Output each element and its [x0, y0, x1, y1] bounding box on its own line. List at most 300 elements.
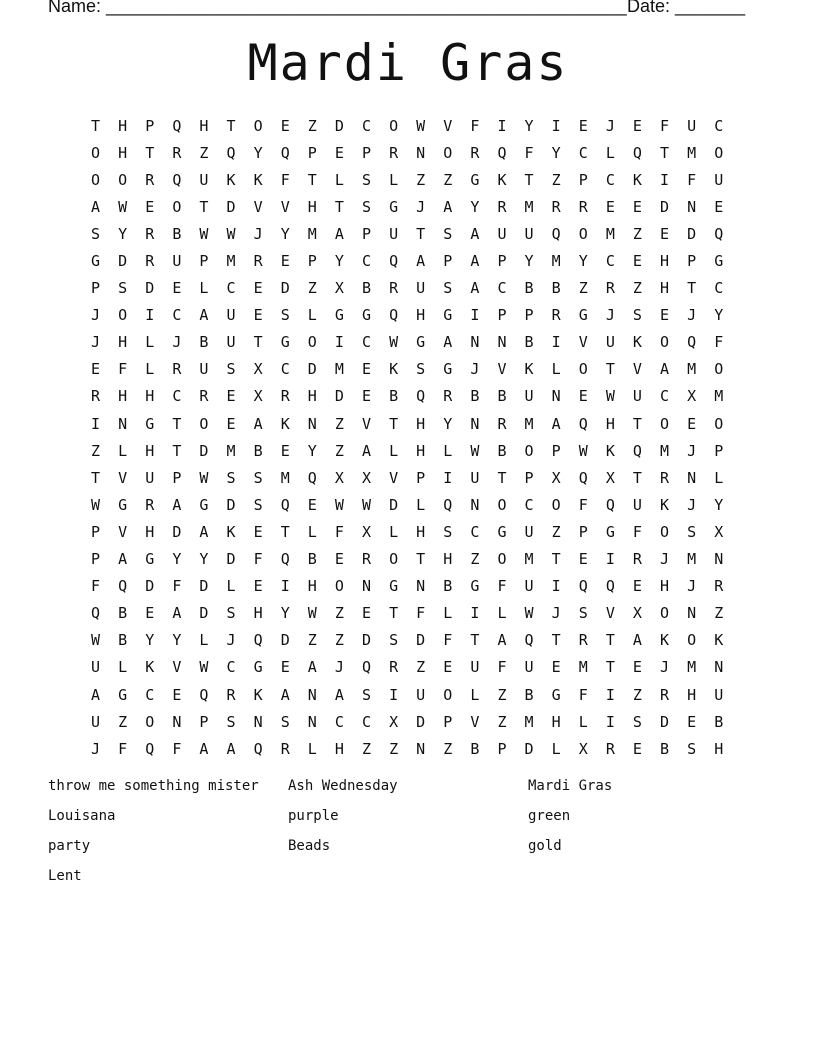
- grid-letter: O: [443, 685, 453, 704]
- grid-letter: Y: [443, 414, 453, 433]
- grid-letter: T: [389, 604, 399, 623]
- grid-letter: C: [714, 279, 724, 298]
- grid-letter: P: [551, 441, 561, 460]
- grid-letter: I: [389, 685, 399, 704]
- grid-letter: P: [307, 252, 317, 271]
- grid-letter: T: [334, 197, 344, 216]
- grid-letter: Q: [578, 414, 588, 433]
- grid-letter: E: [551, 658, 561, 677]
- grid-row: [82, 735, 732, 762]
- grid-letter: Z: [443, 739, 453, 758]
- grid-letter: S: [632, 306, 642, 325]
- grid-letter: E: [361, 360, 371, 379]
- grid-letter: B: [497, 387, 507, 406]
- grid-letter: H: [660, 252, 670, 271]
- grid-letter: D: [226, 495, 236, 514]
- grid-letter: L: [145, 333, 155, 352]
- grid-letter: U: [605, 333, 615, 352]
- grid-letter: V: [361, 414, 371, 433]
- grid-letter: N: [470, 333, 480, 352]
- grid-letter: D: [172, 522, 182, 541]
- grid-letter: B: [389, 387, 399, 406]
- grid-letter: S: [443, 279, 453, 298]
- grid-letter: P: [524, 306, 534, 325]
- grid-letter: L: [199, 631, 209, 650]
- grid-letter: L: [389, 522, 399, 541]
- grid-letter: A: [199, 306, 209, 325]
- grid-letter: V: [280, 197, 290, 216]
- grid-letter: P: [199, 712, 209, 731]
- grid-letter: M: [226, 252, 236, 271]
- grid-letter: E: [361, 604, 371, 623]
- grid-letter: K: [253, 685, 263, 704]
- grid-letter: P: [91, 550, 101, 569]
- grid-letter: E: [714, 197, 724, 216]
- grid-letter: A: [226, 739, 236, 758]
- grid-letter: R: [389, 143, 399, 162]
- grid-letter: M: [687, 143, 697, 162]
- grid-letter: D: [524, 739, 534, 758]
- grid-letter: Z: [334, 631, 344, 650]
- grid-letter: G: [145, 414, 155, 433]
- grid-letter: A: [361, 441, 371, 460]
- grid-letter: J: [605, 306, 615, 325]
- grid-letter: Z: [416, 170, 426, 189]
- grid-letter: Z: [632, 224, 642, 243]
- grid-letter: P: [91, 522, 101, 541]
- grid-letter: U: [524, 387, 534, 406]
- grid-letter: Z: [714, 604, 724, 623]
- grid-letter: O: [714, 143, 724, 162]
- grid-letter: B: [199, 333, 209, 352]
- grid-letter: U: [524, 658, 534, 677]
- grid-letter: V: [443, 116, 453, 135]
- grid-row: [82, 627, 732, 654]
- grid-letter: B: [524, 279, 534, 298]
- grid-letter: R: [578, 197, 588, 216]
- grid-letter: A: [172, 495, 182, 514]
- grid-letter: Q: [253, 739, 263, 758]
- grid-letter: M: [524, 712, 534, 731]
- grid-letter: B: [551, 279, 561, 298]
- grid-letter: Q: [578, 468, 588, 487]
- grid-letter: Y: [145, 631, 155, 650]
- grid-letter: W: [578, 441, 588, 460]
- grid-letter: A: [470, 252, 480, 271]
- grid-letter: H: [118, 333, 128, 352]
- grid-letter: J: [687, 306, 697, 325]
- grid-letter: K: [605, 441, 615, 460]
- grid-letter: N: [118, 414, 128, 433]
- grid-letter: P: [443, 712, 453, 731]
- grid-letter: Z: [497, 712, 507, 731]
- grid-letter: E: [660, 306, 670, 325]
- grid-letter: H: [118, 116, 128, 135]
- grid-letter: D: [118, 252, 128, 271]
- grid-letter: U: [497, 224, 507, 243]
- grid-letter: Q: [91, 604, 101, 623]
- grid-letter: G: [253, 658, 263, 677]
- grid-letter: C: [361, 252, 371, 271]
- grid-letter: U: [632, 387, 642, 406]
- grid-letter: P: [145, 116, 155, 135]
- grid-letter: Y: [199, 550, 209, 569]
- grid-letter: Q: [226, 143, 236, 162]
- grid-letter: A: [199, 522, 209, 541]
- grid-row: [82, 464, 732, 491]
- grid-letter: O: [199, 414, 209, 433]
- grid-letter: Q: [280, 550, 290, 569]
- grid-letter: P: [361, 224, 371, 243]
- grid-letter: R: [226, 685, 236, 704]
- grid-letter: A: [551, 414, 561, 433]
- grid-letter: G: [714, 252, 724, 271]
- grid-letter: F: [172, 739, 182, 758]
- grid-row: [82, 139, 732, 166]
- grid-letter: M: [226, 441, 236, 460]
- word-bank-item: throw me something mister: [48, 778, 259, 794]
- grid-letter: D: [687, 224, 697, 243]
- grid-letter: S: [253, 495, 263, 514]
- grid-letter: I: [605, 712, 615, 731]
- grid-letter: H: [660, 279, 670, 298]
- grid-letter: W: [361, 495, 371, 514]
- grid-letter: O: [714, 360, 724, 379]
- grid-letter: F: [416, 604, 426, 623]
- grid-letter: O: [118, 306, 128, 325]
- header: [48, 0, 748, 17]
- grid-letter: T: [660, 143, 670, 162]
- grid-letter: T: [632, 414, 642, 433]
- grid-letter: G: [145, 550, 155, 569]
- grid-letter: Z: [389, 739, 399, 758]
- grid-letter: P: [578, 170, 588, 189]
- grid-letter: C: [605, 170, 615, 189]
- grid-letter: U: [714, 685, 724, 704]
- grid-letter: Z: [307, 279, 317, 298]
- grid-letter: M: [687, 360, 697, 379]
- grid-letter: T: [605, 631, 615, 650]
- grid-letter: R: [605, 739, 615, 758]
- grid-letter: R: [578, 631, 588, 650]
- grid-letter: N: [714, 550, 724, 569]
- grid-letter: R: [632, 550, 642, 569]
- grid-letter: Z: [551, 170, 561, 189]
- grid-letter: W: [524, 604, 534, 623]
- grid-letter: T: [551, 550, 561, 569]
- grid-letter: F: [334, 522, 344, 541]
- grid-letter: B: [118, 631, 128, 650]
- word-bank-item: Lent: [48, 868, 82, 884]
- grid-letter: N: [714, 658, 724, 677]
- grid-letter: M: [687, 550, 697, 569]
- grid-letter: I: [443, 468, 453, 487]
- grid-letter: P: [497, 739, 507, 758]
- grid-letter: M: [280, 468, 290, 487]
- grid-letter: H: [118, 387, 128, 406]
- grid-letter: A: [253, 414, 263, 433]
- grid-letter: R: [280, 739, 290, 758]
- grid-letter: T: [416, 550, 426, 569]
- grid-letter: E: [253, 577, 263, 596]
- grid-letter: E: [632, 739, 642, 758]
- grid-letter: G: [497, 522, 507, 541]
- grid-letter: K: [632, 333, 642, 352]
- grid-letter: V: [118, 522, 128, 541]
- grid-letter: S: [416, 360, 426, 379]
- grid-letter: A: [497, 631, 507, 650]
- grid-letter: K: [497, 170, 507, 189]
- grid-letter: Z: [334, 604, 344, 623]
- grid-letter: N: [416, 143, 426, 162]
- grid-letter: T: [199, 197, 209, 216]
- grid-letter: T: [524, 170, 534, 189]
- grid-letter: Z: [118, 712, 128, 731]
- puzzle-title: Mardi Gras: [247, 34, 569, 92]
- grid-letter: C: [714, 116, 724, 135]
- grid-letter: C: [226, 279, 236, 298]
- grid-letter: N: [307, 712, 317, 731]
- grid-letter: Z: [307, 631, 317, 650]
- grid-letter: O: [91, 170, 101, 189]
- grid-letter: R: [551, 306, 561, 325]
- grid-letter: S: [226, 712, 236, 731]
- date-field-label: Date: _______: [627, 0, 746, 16]
- grid-letter: G: [389, 577, 399, 596]
- grid-letter: O: [687, 631, 697, 650]
- grid-letter: S: [687, 739, 697, 758]
- grid-letter: L: [226, 577, 236, 596]
- grid-letter: M: [524, 550, 534, 569]
- grid-letter: J: [660, 658, 670, 677]
- grid-letter: Q: [632, 441, 642, 460]
- grid-letter: Z: [416, 658, 426, 677]
- grid-letter: L: [443, 441, 453, 460]
- grid-letter: Q: [632, 143, 642, 162]
- grid-letter: K: [714, 631, 724, 650]
- grid-letter: D: [145, 279, 155, 298]
- grid-letter: E: [145, 604, 155, 623]
- grid-letter: U: [91, 712, 101, 731]
- grid-letter: D: [199, 577, 209, 596]
- grid-letter: T: [497, 468, 507, 487]
- grid-letter: P: [307, 143, 317, 162]
- grid-letter: Q: [253, 631, 263, 650]
- grid-letter: L: [307, 739, 317, 758]
- grid-letter: C: [334, 712, 344, 731]
- grid-letter: F: [632, 522, 642, 541]
- grid-letter: Y: [307, 441, 317, 460]
- grid-row: [82, 247, 732, 274]
- grid-letter: N: [307, 685, 317, 704]
- grid-row: [82, 491, 732, 518]
- grid-letter: V: [632, 360, 642, 379]
- grid-letter: P: [172, 468, 182, 487]
- grid-letter: L: [416, 495, 426, 514]
- grid-letter: S: [443, 224, 453, 243]
- grid-letter: T: [280, 522, 290, 541]
- grid-letter: J: [416, 197, 426, 216]
- grid-letter: P: [524, 468, 534, 487]
- grid-letter: G: [280, 333, 290, 352]
- grid-letter: M: [524, 197, 534, 216]
- grid-letter: C: [226, 658, 236, 677]
- grid-letter: D: [280, 631, 290, 650]
- grid-letter: Y: [172, 550, 182, 569]
- grid-letter: A: [632, 631, 642, 650]
- grid-letter: U: [524, 224, 534, 243]
- grid-letter: S: [578, 604, 588, 623]
- grid-letter: V: [389, 468, 399, 487]
- grid-letter: I: [497, 116, 507, 135]
- grid-letter: J: [687, 441, 697, 460]
- grid-letter: B: [524, 333, 534, 352]
- grid-letter: H: [443, 550, 453, 569]
- grid-letter: H: [687, 685, 697, 704]
- grid-letter: F: [253, 550, 263, 569]
- grid-letter: W: [307, 604, 317, 623]
- grid-letter: B: [497, 441, 507, 460]
- grid-letter: Y: [280, 224, 290, 243]
- grid-letter: C: [145, 685, 155, 704]
- grid-letter: P: [687, 252, 697, 271]
- grid-letter: W: [118, 197, 128, 216]
- grid-letter: Y: [578, 252, 588, 271]
- grid-letter: E: [226, 414, 236, 433]
- grid-letter: F: [118, 360, 128, 379]
- grid-letter: D: [334, 387, 344, 406]
- grid-letter: Q: [199, 685, 209, 704]
- grid-letter: Q: [172, 116, 182, 135]
- grid-letter: X: [632, 604, 642, 623]
- grid-letter: R: [660, 685, 670, 704]
- grid-letter: Y: [470, 197, 480, 216]
- grid-letter: R: [497, 197, 507, 216]
- grid-letter: N: [551, 387, 561, 406]
- grid-letter: V: [118, 468, 128, 487]
- grid-letter: H: [416, 522, 426, 541]
- grid-letter: K: [632, 170, 642, 189]
- grid-letter: H: [145, 387, 155, 406]
- grid-letter: R: [389, 279, 399, 298]
- grid-letter: Y: [714, 495, 724, 514]
- grid-letter: O: [389, 550, 399, 569]
- grid-letter: D: [416, 631, 426, 650]
- grid-letter: L: [307, 306, 317, 325]
- grid-letter: T: [605, 360, 615, 379]
- grid-letter: L: [145, 360, 155, 379]
- grid-letter: Q: [280, 143, 290, 162]
- grid-letter: R: [361, 550, 371, 569]
- grid-letter: O: [660, 333, 670, 352]
- grid-letter: U: [389, 224, 399, 243]
- grid-letter: E: [361, 387, 371, 406]
- grid-letter: W: [605, 387, 615, 406]
- grid-letter: F: [470, 116, 480, 135]
- grid-letter: L: [578, 712, 588, 731]
- grid-letter: H: [118, 143, 128, 162]
- grid-letter: M: [334, 360, 344, 379]
- grid-letter: U: [416, 685, 426, 704]
- grid-letter: I: [334, 333, 344, 352]
- grid-letter: A: [334, 224, 344, 243]
- grid-letter: P: [714, 441, 724, 460]
- grid-letter: P: [91, 279, 101, 298]
- grid-letter: W: [199, 468, 209, 487]
- grid-letter: C: [497, 279, 507, 298]
- word-bank-item: Mardi Gras: [528, 778, 613, 794]
- grid-letter: R: [660, 468, 670, 487]
- grid-letter: Z: [443, 170, 453, 189]
- grid-letter: Q: [524, 631, 534, 650]
- grid-letter: Z: [334, 414, 344, 433]
- grid-letter: Z: [578, 279, 588, 298]
- grid-row: [82, 573, 732, 600]
- grid-letter: R: [253, 252, 263, 271]
- grid-row: [82, 275, 732, 302]
- grid-letter: Q: [551, 224, 561, 243]
- grid-letter: S: [361, 170, 371, 189]
- grid-letter: W: [226, 224, 236, 243]
- grid-letter: H: [307, 197, 317, 216]
- grid-letter: X: [605, 468, 615, 487]
- grid-letter: A: [172, 604, 182, 623]
- grid-letter: B: [470, 387, 480, 406]
- grid-letter: E: [687, 414, 697, 433]
- grid-letter: M: [551, 252, 561, 271]
- grid-letter: A: [416, 252, 426, 271]
- grid-letter: N: [470, 414, 480, 433]
- grid-letter: E: [172, 279, 182, 298]
- grid-letter: X: [389, 712, 399, 731]
- grid-letter: J: [91, 739, 101, 758]
- grid-letter: A: [280, 685, 290, 704]
- grid-letter: W: [470, 441, 480, 460]
- grid-letter: G: [470, 577, 480, 596]
- grid-letter: Q: [687, 333, 697, 352]
- grid-letter: R: [605, 279, 615, 298]
- grid-letter: E: [632, 252, 642, 271]
- grid-letter: O: [660, 522, 670, 541]
- grid-letter: J: [226, 631, 236, 650]
- grid-letter: S: [118, 279, 128, 298]
- grid-letter: K: [389, 360, 399, 379]
- grid-letter: N: [687, 604, 697, 623]
- grid-letter: L: [199, 279, 209, 298]
- grid-letter: R: [551, 197, 561, 216]
- grid-letter: T: [172, 441, 182, 460]
- grid-letter: J: [660, 550, 670, 569]
- grid-letter: D: [334, 116, 344, 135]
- grid-letter: J: [172, 333, 182, 352]
- grid-letter: Y: [524, 116, 534, 135]
- grid-letter: X: [253, 387, 263, 406]
- grid-row: [82, 600, 732, 627]
- grid-letter: E: [660, 224, 670, 243]
- grid-letter: K: [226, 522, 236, 541]
- grid-letter: Z: [91, 441, 101, 460]
- grid-letter: Y: [118, 224, 128, 243]
- grid-letter: E: [443, 658, 453, 677]
- grid-letter: R: [714, 577, 724, 596]
- grid-letter: Q: [389, 306, 399, 325]
- grid-letter: T: [470, 631, 480, 650]
- grid-letter: Y: [253, 143, 263, 162]
- grid-letter: M: [714, 387, 724, 406]
- grid-letter: X: [253, 360, 263, 379]
- grid-letter: O: [443, 143, 453, 162]
- word-bank-item: green: [528, 808, 571, 824]
